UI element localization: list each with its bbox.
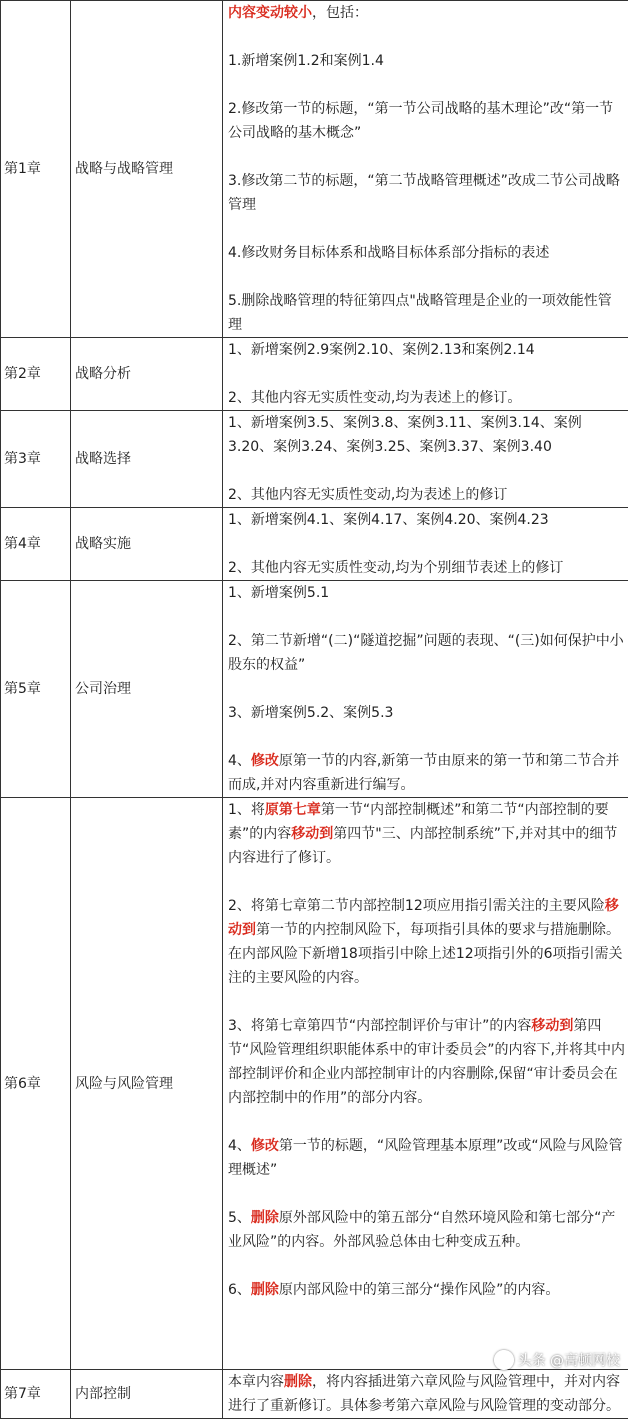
paragraph-text: 2、其他内容无实质性变动,均为表述上的修订。 bbox=[228, 390, 521, 406]
highlight-text: 修改 bbox=[251, 1138, 279, 1154]
change-paragraph bbox=[228, 289, 625, 337]
chapter-cell: 第6章 bbox=[1, 798, 71, 1370]
change-paragraph bbox=[228, 798, 625, 870]
paragraph-spacer bbox=[228, 1110, 625, 1134]
highlight-text: 内容变动较小 bbox=[228, 5, 312, 21]
section-title-cell: 战略与战略管理 bbox=[71, 1, 223, 338]
paragraph-text: 3.修改第二节的标题，“第二节战略管理概述”改成二节公司战略管理 bbox=[228, 173, 620, 213]
paragraph-spacer bbox=[228, 1182, 625, 1206]
paragraph-text: 原外部风险中的第五部分“自然环境风险和第七部分“产业风险”的内容。外部风验总体由七种变成五种。 bbox=[228, 1210, 615, 1250]
paragraph-spacer bbox=[228, 605, 625, 629]
table-row bbox=[1, 1, 628, 338]
change-content-cell bbox=[223, 338, 628, 411]
change-paragraph bbox=[228, 411, 625, 459]
section-title-cell: 战略分析 bbox=[71, 338, 223, 411]
paragraph-spacer bbox=[228, 265, 625, 289]
paragraph-text: 3、新增案例5.2、案例5.3 bbox=[228, 705, 393, 721]
watermark-text: 头条 @高顿网校 bbox=[518, 1350, 620, 1370]
highlight-text: 删除 bbox=[251, 1210, 279, 1226]
paragraph-text: 5.删除战略管理的特征第四点"战略管理是企业的一项效能性管理 bbox=[228, 293, 612, 333]
highlight-text: 移动到 bbox=[291, 826, 333, 842]
change-paragraph bbox=[228, 338, 625, 362]
change-paragraph bbox=[228, 1, 625, 25]
table-body bbox=[1, 1, 628, 1419]
chapter-cell: 第7章 bbox=[1, 1370, 71, 1419]
chapter-cell: 第5章 bbox=[1, 581, 71, 798]
paragraph-spacer bbox=[228, 990, 625, 1014]
section-title-cell: 风险与风险管理 bbox=[71, 798, 223, 1370]
paragraph-text: 原第一节的内容,新第一节由原来的第一节和第二节合并而成,并对内容重新进行编写。 bbox=[228, 753, 619, 793]
watermark bbox=[494, 1350, 620, 1370]
paragraph-spacer bbox=[228, 677, 625, 701]
paragraph-text: 2、将第七章第二节内部控制12项应用指引需关注的主要风险 bbox=[228, 898, 605, 914]
paragraph-text: 4、 bbox=[228, 1138, 251, 1154]
change-paragraph bbox=[228, 556, 625, 580]
table-row bbox=[1, 581, 628, 798]
change-paragraph bbox=[228, 581, 625, 605]
paragraph-text: 1、新增案例5.1 bbox=[228, 585, 329, 601]
paragraph-text: 第一节的标题，“风险管理基本原理”改或“风险与风险管理概述” bbox=[228, 1138, 623, 1178]
chapter-cell: 第1章 bbox=[1, 1, 71, 338]
paragraph-text: 1、新增案例3.5、案例3.8、案例3.11、案例3.14、案例3.20、案例3.24、案例3.25、案例3.37、案例3.40 bbox=[228, 415, 582, 455]
paragraph-text: 1、新增案例2.9案例2.10、案例2.13和案例2.14 bbox=[228, 342, 535, 358]
highlight-text: 移动到 bbox=[228, 898, 619, 938]
change-content-cell bbox=[223, 1370, 628, 1419]
change-content-cell bbox=[223, 508, 628, 581]
change-paragraph bbox=[228, 1278, 625, 1302]
paragraph-text: 本章内容 bbox=[228, 1374, 284, 1390]
change-paragraph bbox=[228, 483, 625, 507]
paragraph-spacer bbox=[228, 459, 625, 483]
paragraph-text: 2.修改第一节的标题，“第一节公司战略的基木理论”改“第一节公司战略的基木概念” bbox=[228, 101, 613, 141]
paragraph-spacer bbox=[228, 532, 625, 556]
change-paragraph bbox=[228, 1014, 625, 1110]
paragraph-text: 1、新增案例4.1、案例4.17、案例4.20、案例4.23 bbox=[228, 512, 549, 528]
paragraph-text: ，将内容插进第六章风险与风险管理中，并对内容进行了重新修订。具体参考第六章风险与风险管理的变动部分。 bbox=[228, 1374, 620, 1414]
section-title-cell: 战略选择 bbox=[71, 411, 223, 508]
paragraph-text: 第一节的内控制风险下，每项指引具体的要求与措施删除。在内部风险下新增18项指引中除上述12项指引外的6项指引需关注的主要风险的内容。 bbox=[228, 922, 623, 986]
change-paragraph bbox=[228, 1134, 625, 1182]
change-paragraph bbox=[228, 701, 625, 725]
paragraph-text: 4.修改财务目标体系和战略目标体系部分指标的表述 bbox=[228, 245, 549, 261]
change-content-cell bbox=[223, 798, 628, 1370]
paragraph-text: 第四节"三、内部控制系统”下,并对其中的细节内容进行了修订。 bbox=[228, 826, 617, 866]
highlight-text: 删除 bbox=[284, 1374, 312, 1390]
change-paragraph bbox=[228, 894, 625, 990]
paragraph-spacer bbox=[228, 725, 625, 749]
paragraph-spacer bbox=[228, 73, 625, 97]
table-row bbox=[1, 508, 628, 581]
change-content-cell bbox=[223, 411, 628, 508]
change-paragraph bbox=[228, 1206, 625, 1254]
paragraph-text: 1.新增案例1.2和案例1.4 bbox=[228, 53, 384, 69]
change-paragraph bbox=[228, 749, 625, 797]
table-row bbox=[1, 798, 628, 1370]
paragraph-text: 4、 bbox=[228, 753, 251, 769]
watermark-logo-icon bbox=[494, 1350, 514, 1370]
chapter-cell: 第2章 bbox=[1, 338, 71, 411]
change-paragraph bbox=[228, 508, 625, 532]
change-paragraph bbox=[228, 97, 625, 145]
table-row bbox=[1, 1370, 628, 1419]
change-content-cell bbox=[223, 581, 628, 798]
paragraph-spacer bbox=[228, 25, 625, 49]
change-paragraph bbox=[228, 1370, 625, 1418]
chapter-cell: 第3章 bbox=[1, 411, 71, 508]
chapter-cell: 第4章 bbox=[1, 508, 71, 581]
paragraph-text: 原内部风险中的第三部分“操作风险”的内容。 bbox=[279, 1282, 560, 1298]
table-row bbox=[1, 338, 628, 411]
change-paragraph bbox=[228, 169, 625, 217]
highlight-text: 修改 bbox=[251, 753, 279, 769]
change-paragraph bbox=[228, 629, 625, 677]
change-content-cell bbox=[223, 1, 628, 338]
highlight-text: 删除 bbox=[251, 1282, 279, 1298]
paragraph-text: ，包括： bbox=[312, 5, 368, 21]
highlight-text: 移动到 bbox=[531, 1018, 573, 1034]
paragraph-text: 5、 bbox=[228, 1210, 251, 1226]
paragraph-text: 第一节“内部控制概述”和第二节“内部控制的要素”的内容 bbox=[228, 802, 609, 842]
section-title-cell: 内部控制 bbox=[71, 1370, 223, 1419]
section-title-cell: 公司治理 bbox=[71, 581, 223, 798]
paragraph-text: 2、其他内容无实质性变动,均为个别细节表述上的修订 bbox=[228, 560, 563, 576]
paragraph-text: 1、将 bbox=[228, 802, 265, 818]
paragraph-spacer bbox=[228, 217, 625, 241]
paragraph-text: 2、第二节新增“(二)“隧道挖掘”问题的表现、“(三)如何保护中小股东的权益” bbox=[228, 633, 624, 673]
paragraph-text: 3、将第七章第四节“内部控制评价与审计”的内容 bbox=[228, 1018, 531, 1034]
change-paragraph bbox=[228, 49, 625, 73]
change-paragraph bbox=[228, 241, 625, 265]
paragraph-spacer bbox=[228, 870, 625, 894]
paragraph-spacer bbox=[228, 1254, 625, 1278]
table-row bbox=[1, 411, 628, 508]
paragraph-spacer bbox=[228, 362, 625, 386]
paragraph-text: 2、其他内容无实质性变动,均为表述上的修订 bbox=[228, 487, 507, 503]
section-title-cell: 战略实施 bbox=[71, 508, 223, 581]
change-paragraph bbox=[228, 386, 625, 410]
paragraph-text: 6、 bbox=[228, 1282, 251, 1298]
paragraph-spacer bbox=[228, 145, 625, 169]
paragraph-text: 第四节“风险管理组织职能体系中的审计委员会”的内容下,并将其中内部控制评价和企业内部控制审计的内容删除,保留“审计委员会在内部控制中的作用”的部分内容。 bbox=[228, 1018, 625, 1106]
highlight-text: 原第七章 bbox=[265, 802, 321, 818]
